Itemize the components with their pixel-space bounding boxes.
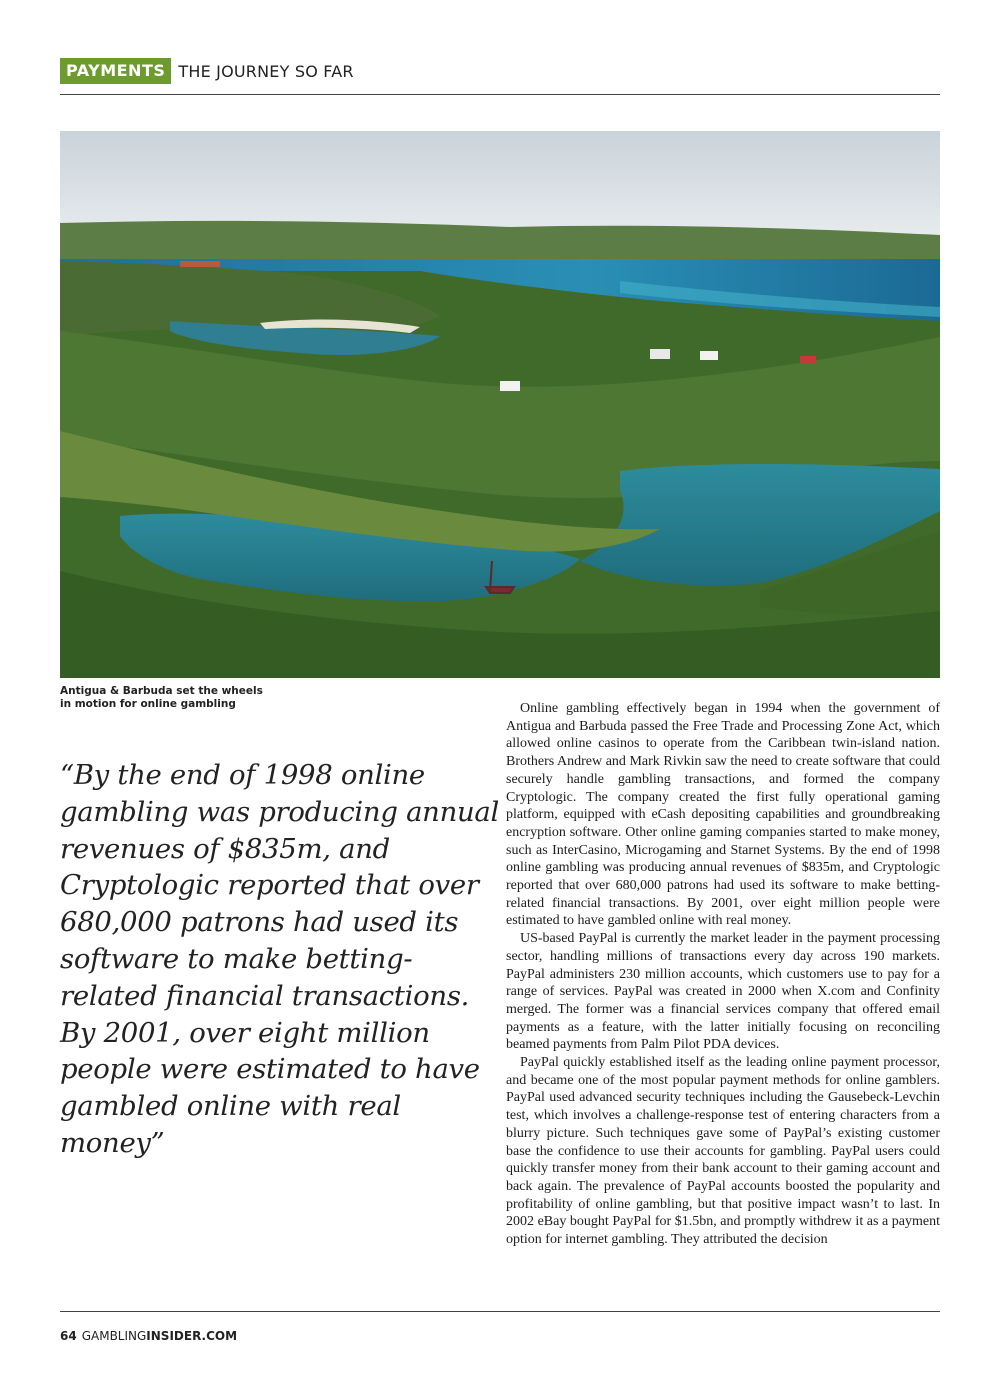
top-rule (60, 94, 940, 95)
page-header (60, 58, 354, 84)
pull-quote: “By the end of 1998 online gambling was producing annual revenues of $835m, and Cryptologic reported that over 680,000 patrons had used its software to make betting-related financial transactions. By 2001, over eight million people were estimated to have gambled online with real money” (60, 759, 500, 1159)
page-footer (60, 1329, 237, 1343)
site-name-light: GAMBLING (81, 1329, 147, 1343)
site-name-bold: INSIDER.COM (146, 1329, 238, 1343)
section-title: THE JOURNEY SO FAR (178, 61, 354, 81)
article-paragraph: US-based PayPal is currently the market leader in the payment processing sector, handling millions of transactions every day across 190 markets. PayPal administers 230 million accounts, which customers use to pay for a range of services. PayPal was created in 2000 when X.com and Confinity merged. The former was a financial services company that offered email payments as a feature, with the latter initially focusing on reconciling beamed payments from Palm Pilot PDA devices. (506, 931, 940, 1053)
article-paragraph: Online gambling effectively began in 1994 when the government of Antigua and Barbuda passed the Free Trade and Processing Zone Act, which allowed online casinos to operate from the Caribbean twin-island nation. Brothers Andrew and Mark Rivkin saw the need to create software that could securely handle gambling transactions, and formed the company Cryptologic. The company created the first fully operational gaming platform, equipped with eCash depositing capabilities and groundbreaking encryption software. Other online gaming companies started to make money, such as InterCasino, Microgaming and Starnet Systems. By the end of 1998 online gambling was producing annual revenues of $835m, and Cryptologic reported that over 680,000 patrons had used its software to make betting-related financial transactions. By 2001, over eight million people were estimated to have gambled online with real money. (506, 701, 940, 929)
harbour-photo (60, 131, 940, 678)
photo-caption: Antigua & Barbuda set the wheels in motion for online gambling (60, 685, 263, 710)
article-paragraph: PayPal quickly established itself as the leading online payment processor, and became one of the most popular payment methods for online gamblers. PayPal used advanced security techniques including the Gausebeck-Levchin test, which involves a challenge-response test of entering characters from a blurry picture. Such techniques gave some of PayPal’s existing customer base the confidence to use their accounts for gambling. PayPal users could quickly transfer money from their bank account to their gaming account and back again. The prevalence of PayPal accounts boosted the popularity and profitability of online gambling, but that positive impact wasn’t to last. In 2002 eBay bought PayPal for $1.5bn, and promptly withdrew it as a payment option for internet gambling. They attributed the decision (506, 1055, 940, 1248)
section-tag: PAYMENTS (60, 58, 171, 84)
bottom-rule (60, 1311, 940, 1312)
page-number: 64 (60, 1329, 77, 1343)
article-body (506, 700, 940, 1249)
